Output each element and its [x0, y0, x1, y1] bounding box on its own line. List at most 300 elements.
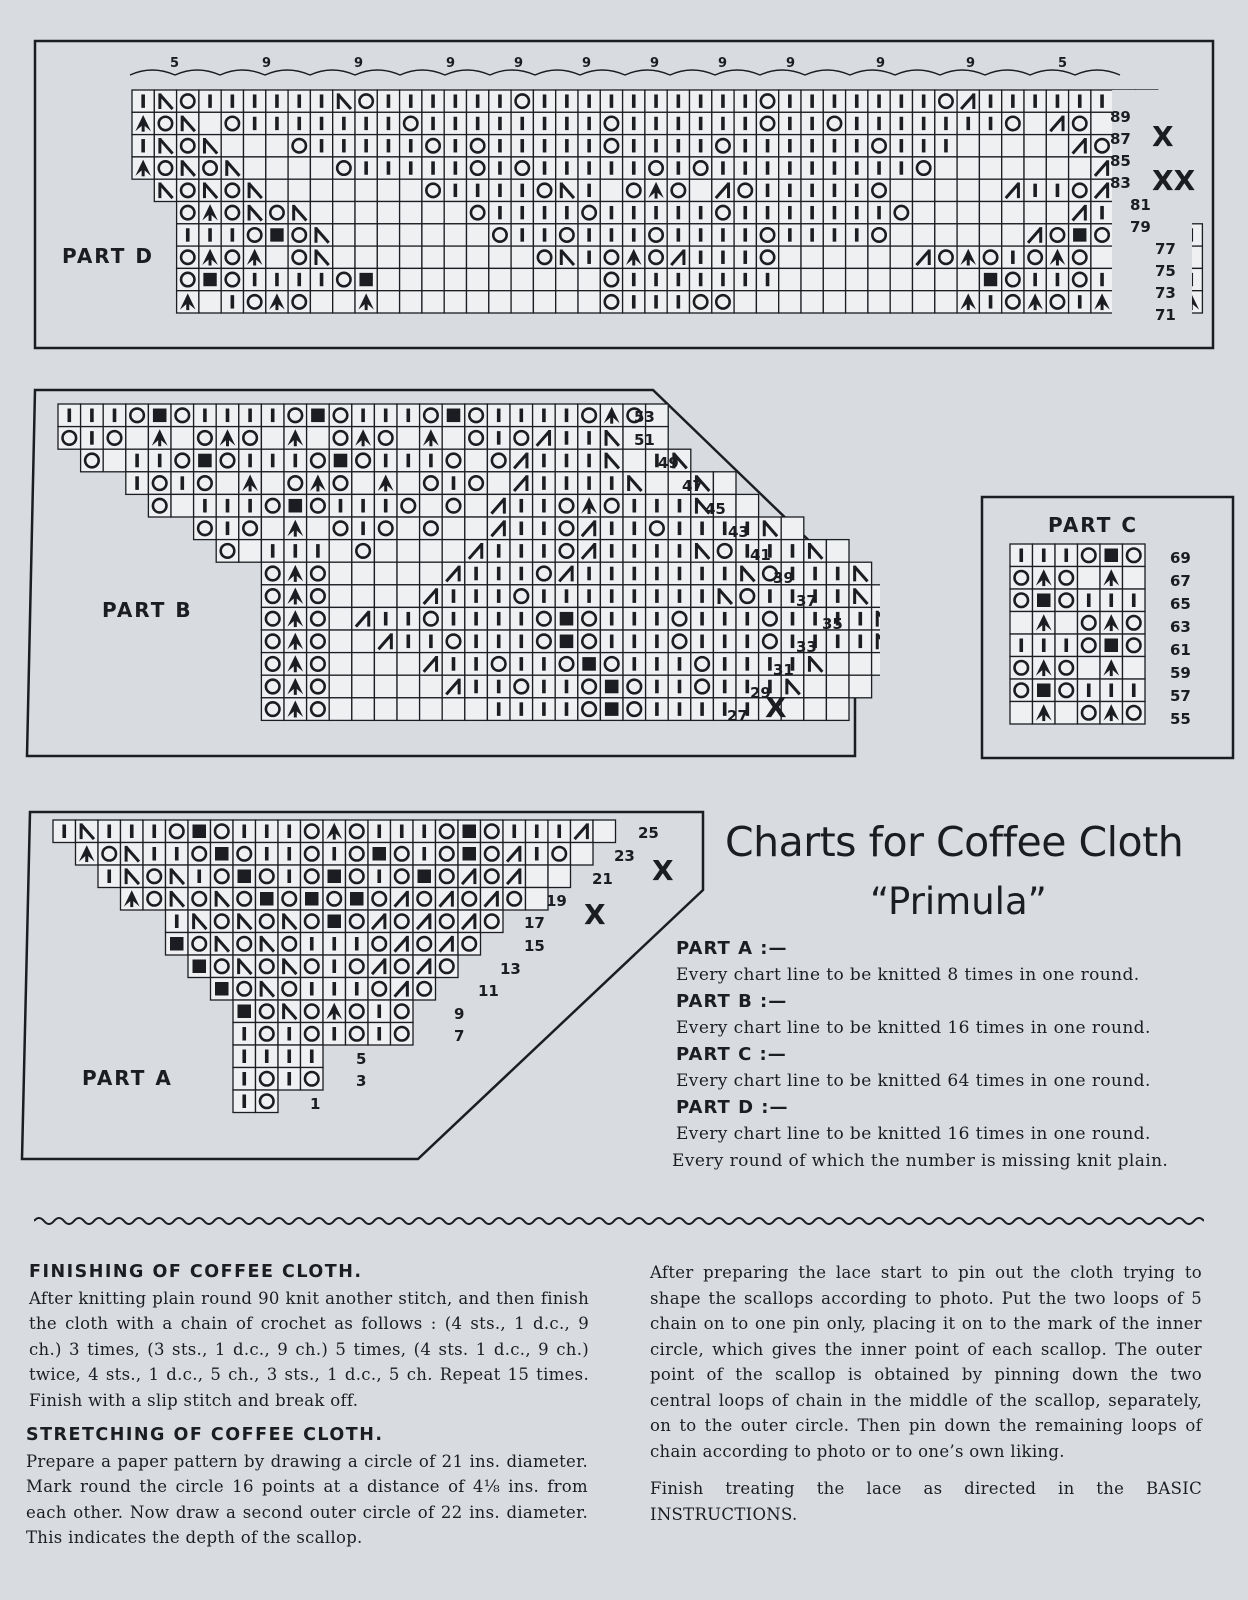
knit-bar-icon: [632, 117, 636, 130]
row-number: 5: [356, 1050, 367, 1068]
knit-bar-icon: [610, 161, 614, 174]
chart-cell: [913, 291, 935, 313]
knit-bar-icon: [310, 1050, 314, 1064]
chart-cell: [826, 653, 849, 676]
chart-cell: [804, 698, 827, 721]
chart-cell: [571, 843, 594, 866]
knit-bar-icon: [677, 139, 681, 152]
filled-square-icon: [270, 228, 283, 241]
filled-square-icon: [373, 847, 387, 861]
chart-cell: [826, 540, 849, 563]
knit-bar-icon: [833, 228, 837, 241]
chart-cell: [261, 472, 284, 495]
knit-bar-icon: [788, 139, 792, 152]
chart-cell: [1024, 157, 1046, 179]
knit-bar-icon: [62, 825, 66, 839]
knit-bar-icon: [287, 1050, 291, 1064]
knit-bar-icon: [332, 847, 336, 861]
chart-cell: [333, 179, 355, 201]
knit-bar-icon: [320, 273, 324, 286]
chart-cell: [126, 427, 149, 450]
chart-cell: [310, 291, 332, 313]
knit-bar-icon: [454, 117, 458, 130]
chart-cell: [467, 268, 489, 290]
chart-cell: [556, 291, 578, 313]
chart-cell: [849, 653, 872, 676]
chart-cell: [444, 224, 466, 246]
chart-cell: [846, 246, 868, 268]
knit-bar-icon: [1132, 594, 1136, 608]
part-c-label: PART C: [1048, 513, 1139, 537]
chart-cell: [400, 202, 422, 224]
knit-bar-icon: [542, 409, 546, 423]
knit-bar-icon: [265, 825, 269, 839]
chart-cell: [199, 112, 221, 134]
knit-bar-icon: [113, 409, 117, 423]
knit-bar-icon: [768, 657, 772, 671]
chart-cell: [511, 291, 533, 313]
knit-bar-icon: [152, 825, 156, 839]
chart-cell: [1055, 612, 1078, 635]
chart-cell: [377, 246, 399, 268]
knit-bar-icon: [1064, 549, 1068, 563]
chart-cell: [333, 291, 355, 313]
knit-bar-icon: [287, 870, 291, 884]
filled-square-icon: [260, 892, 274, 906]
chart-cell: [1010, 702, 1033, 725]
knit-bar-icon: [287, 1072, 291, 1086]
knit-bar-icon: [743, 206, 747, 219]
knit-bar-icon: [520, 228, 524, 241]
legend-missing-note: Every round of which the number is missing knit plain.: [672, 1151, 1169, 1171]
knit-bar-icon: [542, 522, 546, 536]
knit-bar-icon: [678, 544, 682, 558]
row-number: 21: [592, 870, 613, 888]
part-d-mark-xx: XX: [1152, 164, 1196, 197]
knit-bar-icon: [320, 117, 324, 130]
stretching-text: Prepare a paper pattern by drawing a circle of 21 ins. diameter. Mark round the circle 16 points at a distance of 4⅛ ins. from each other. Now draw a second outer circle of 22 ins. diameter. This indicates the depth of the scallop.: [26, 1451, 588, 1547]
knit-bar-icon: [813, 612, 817, 626]
row-number: 37: [796, 592, 817, 610]
chart-cell: [329, 607, 352, 630]
filled-square-icon: [1073, 228, 1086, 241]
knit-bar-icon: [361, 499, 365, 513]
chart-cell: [1010, 612, 1033, 635]
knit-bar-icon: [855, 228, 859, 241]
knit-bar-icon: [699, 273, 703, 286]
chart-cell: [979, 135, 1001, 157]
knit-bar-icon: [632, 206, 636, 219]
chart-cell: [397, 675, 420, 698]
chart-cell: [804, 675, 827, 698]
chart-cell: [261, 427, 284, 450]
knit-bar-icon: [1033, 94, 1037, 107]
column-number: 5: [1058, 56, 1068, 71]
knit-bar-icon: [766, 273, 770, 286]
knit-bar-icon: [565, 702, 569, 716]
chart-cell: [868, 268, 890, 290]
knit-bar-icon: [678, 522, 682, 536]
knit-bar-icon: [746, 657, 750, 671]
knit-bar-icon: [766, 161, 770, 174]
chart-cell: [377, 202, 399, 224]
knit-bar-icon: [900, 94, 904, 107]
chart-cell: [374, 585, 397, 608]
knit-bar-icon: [197, 870, 201, 884]
chart-cell: [465, 449, 488, 472]
knit-bar-icon: [810, 206, 814, 219]
chart-cell: [846, 268, 868, 290]
knit-bar-icon: [520, 184, 524, 197]
row-number: 89: [1110, 108, 1131, 126]
knit-bar-icon: [542, 589, 546, 603]
knit-bar-icon: [409, 139, 413, 152]
knit-bar-icon: [655, 612, 659, 626]
knit-bar-icon: [633, 612, 637, 626]
chart-cell: [352, 585, 375, 608]
knit-bar-icon: [610, 567, 614, 581]
part-d-grid: [0, 0, 1248, 360]
filled-square-icon: [289, 499, 303, 513]
chart-cell: [266, 179, 288, 201]
knit-bar-icon: [922, 94, 926, 107]
chart-cell: [244, 135, 266, 157]
column-number: 9: [718, 56, 728, 71]
chart-cell: [329, 675, 352, 698]
chart-cell: [397, 472, 420, 495]
knit-bar-icon: [699, 94, 703, 107]
knit-bar-icon: [610, 635, 614, 649]
knit-bar-icon: [833, 139, 837, 152]
knit-bar-icon: [384, 612, 388, 626]
knit-bar-icon: [587, 589, 591, 603]
knit-bar-icon: [587, 228, 591, 241]
knit-bar-icon: [320, 94, 324, 107]
chart-cell: [310, 157, 332, 179]
knit-bar-icon: [203, 409, 207, 423]
knit-bar-icon: [632, 295, 636, 308]
knit-bar-icon: [231, 228, 235, 241]
knit-bar-icon: [1100, 273, 1104, 286]
knit-bar-icon: [855, 94, 859, 107]
chart-cell: [489, 291, 511, 313]
part-b-grid: [0, 380, 880, 760]
knit-bar-icon: [248, 409, 252, 423]
knit-bar-icon: [226, 522, 230, 536]
chart-cell: [444, 268, 466, 290]
knit-bar-icon: [68, 409, 72, 423]
row-number: 3: [356, 1072, 367, 1090]
knit-bar-icon: [743, 251, 747, 264]
chart-cell: [422, 291, 444, 313]
knit-bar-icon: [400, 825, 404, 839]
knit-bar-icon: [1011, 251, 1015, 264]
chart-cell: [957, 202, 979, 224]
knit-bar-icon: [654, 206, 658, 219]
knit-bar-icon: [275, 273, 279, 286]
chart-cell: [400, 224, 422, 246]
row-number: 77: [1155, 240, 1176, 258]
knit-bar-icon: [497, 680, 501, 694]
knit-bar-icon: [833, 161, 837, 174]
filled-square-icon: [198, 454, 212, 468]
part-a-panel: [0, 800, 720, 1170]
stretching-section: [26, 1423, 588, 1551]
knit-bar-icon: [836, 589, 840, 603]
chart-cell: [377, 268, 399, 290]
chart-cell: [957, 224, 979, 246]
chart-cell: [779, 246, 801, 268]
chart-cell: [957, 179, 979, 201]
knit-bar-icon: [175, 847, 179, 861]
knit-bar-icon: [297, 94, 301, 107]
knit-bar-icon: [339, 499, 343, 513]
chart-cell: [913, 179, 935, 201]
knit-bar-icon: [677, 94, 681, 107]
knit-bar-icon: [287, 825, 291, 839]
chart-cell: [646, 472, 669, 495]
knit-bar-icon: [766, 139, 770, 152]
chart-cell: [352, 653, 375, 676]
knit-bar-icon: [452, 657, 456, 671]
knit-bar-icon: [384, 409, 388, 423]
knit-bar-icon: [654, 94, 658, 107]
knit-bar-icon: [610, 589, 614, 603]
part-a-grid: [0, 800, 720, 1170]
column-number: 5: [170, 56, 180, 71]
knit-bar-icon: [1132, 684, 1136, 698]
knit-bar-icon: [633, 635, 637, 649]
knit-bar-icon: [654, 117, 658, 130]
knit-bar-icon: [520, 544, 524, 558]
row-number: 35: [822, 615, 843, 633]
chart-cell: [307, 517, 330, 540]
filled-square-icon: [193, 960, 207, 974]
knit-bar-icon: [141, 139, 145, 152]
chart-cell: [979, 202, 1001, 224]
knit-bar-icon: [855, 161, 859, 174]
knit-bar-icon: [678, 499, 682, 513]
knit-bar-icon: [768, 589, 772, 603]
knit-bar-icon: [141, 94, 145, 107]
knit-bar-icon: [989, 117, 993, 130]
knit-bar-icon: [678, 702, 682, 716]
knit-bar-icon: [407, 612, 411, 626]
chart-cell: [397, 427, 420, 450]
chart-cell: [593, 820, 616, 843]
chart-cell: [935, 179, 957, 201]
column-number: 9: [650, 56, 660, 71]
chart-cell: [420, 540, 443, 563]
knit-bar-icon: [587, 476, 591, 490]
knit-bar-icon: [721, 273, 725, 286]
chart-cell: [422, 246, 444, 268]
knit-bar-icon: [355, 937, 359, 951]
knit-bar-icon: [107, 825, 111, 839]
knit-bar-icon: [287, 847, 291, 861]
knit-bar-icon: [253, 117, 257, 130]
chart-cell: [420, 675, 443, 698]
chart-cell: [890, 291, 912, 313]
chart-cell: [913, 202, 935, 224]
row-number: 67: [1170, 572, 1191, 590]
chart-cell: [310, 202, 332, 224]
chart-cell: [444, 291, 466, 313]
chart-cell: [420, 698, 443, 721]
chart-cell: [465, 698, 488, 721]
chart-cell: [526, 888, 549, 911]
knit-bar-icon: [922, 117, 926, 130]
knit-bar-icon: [633, 589, 637, 603]
row-number: 55: [1170, 710, 1191, 728]
knit-bar-icon: [810, 228, 814, 241]
chart-cell: [444, 202, 466, 224]
knit-bar-icon: [474, 680, 478, 694]
knit-bar-icon: [1100, 206, 1104, 219]
knit-bar-icon: [90, 409, 94, 423]
knit-bar-icon: [542, 544, 546, 558]
knit-bar-icon: [294, 544, 298, 558]
chart-cell: [244, 157, 266, 179]
knit-bar-icon: [633, 657, 637, 671]
chart-cell: [979, 224, 1001, 246]
knit-bar-icon: [632, 139, 636, 152]
knit-bar-icon: [535, 825, 539, 839]
row-number: 15: [524, 937, 545, 955]
knit-bar-icon: [1109, 594, 1113, 608]
chart-cell: [397, 698, 420, 721]
knit-bar-icon: [407, 635, 411, 649]
knit-bar-icon: [543, 206, 547, 219]
knit-bar-icon: [678, 657, 682, 671]
knit-bar-icon: [287, 1027, 291, 1041]
chart-cell: [890, 268, 912, 290]
part-d-panel: [0, 0, 1248, 360]
row-number: 43: [728, 523, 749, 541]
chart-cell: [333, 202, 355, 224]
row-number: 41: [750, 546, 771, 564]
chart-cell: [400, 268, 422, 290]
knit-bar-icon: [226, 409, 230, 423]
knit-bar-icon: [429, 454, 433, 468]
knit-bar-icon: [242, 1027, 246, 1041]
knit-bar-icon: [474, 635, 478, 649]
chart-cell: [374, 653, 397, 676]
chart-cell: [578, 291, 600, 313]
chart-cell: [1069, 157, 1091, 179]
column-number: 9: [966, 56, 976, 71]
knit-bar-icon: [355, 982, 359, 996]
pinning-text: After preparing the lace start to pin out the cloth trying to shape the scallops according to photo. Put the two loops of 5 chain on to one pin only, placing it on to the mark of the inner circle, which gives the inner point of each scallop. The outer point of the scallop is obtained by pinning down the two central loops of chain in the middle of the scallop, separately, on to the outer circle. Then pin down the remaining loops of chain according to photo or to one’s own liking.: [650, 1263, 1202, 1461]
part-b-label: PART B: [102, 598, 193, 622]
column-number: 9: [876, 56, 886, 71]
knit-bar-icon: [791, 589, 795, 603]
knit-bar-icon: [855, 206, 859, 219]
knit-bar-icon: [788, 94, 792, 107]
row-number: 45: [705, 500, 726, 518]
knit-bar-icon: [377, 825, 381, 839]
knit-bar-icon: [364, 117, 368, 130]
knit-bar-icon: [1078, 295, 1082, 308]
knit-bar-icon: [498, 184, 502, 197]
chart-cell: [756, 291, 778, 313]
knit-bar-icon: [723, 567, 727, 581]
knit-bar-icon: [497, 409, 501, 423]
row-number: 65: [1170, 595, 1191, 613]
column-number: 9: [354, 56, 364, 71]
knit-bar-icon: [520, 206, 524, 219]
chart-cell: [1002, 157, 1024, 179]
chart-cell: [1123, 567, 1146, 590]
chart-cell: [352, 698, 375, 721]
chart-cell: [801, 291, 823, 313]
row-number: 13: [500, 960, 521, 978]
row-number: 73: [1155, 284, 1176, 302]
knit-bar-icon: [655, 544, 659, 558]
legend-part-a-head: PART A :—: [676, 938, 788, 959]
row-number: 11: [478, 982, 499, 1000]
row-number: 61: [1170, 641, 1191, 659]
column-number: 9: [446, 56, 456, 71]
knit-bar-icon: [242, 1095, 246, 1109]
chart-cell: [713, 472, 736, 495]
knit-bar-icon: [431, 117, 435, 130]
knit-bar-icon: [877, 117, 881, 130]
chart-cell: [1002, 135, 1024, 157]
chart-cell: [355, 224, 377, 246]
chart-cell: [935, 291, 957, 313]
row-number: 23: [614, 847, 635, 865]
chart-cell: [352, 630, 375, 653]
knit-bar-icon: [135, 454, 139, 468]
chart-cell: [1055, 702, 1078, 725]
row-number: 19: [546, 892, 567, 910]
knit-bar-icon: [542, 702, 546, 716]
knit-bar-icon: [384, 499, 388, 513]
knit-bar-icon: [332, 982, 336, 996]
knit-bar-icon: [275, 117, 279, 130]
knit-bar-icon: [520, 657, 524, 671]
chart-cell: [1123, 657, 1146, 680]
chart-cell: [957, 268, 979, 290]
knit-bar-icon: [788, 228, 792, 241]
knit-bar-icon: [497, 544, 501, 558]
chart-cell: [442, 698, 465, 721]
chart-cell: [333, 246, 355, 268]
chart-cell: [355, 179, 377, 201]
knit-bar-icon: [810, 184, 814, 197]
chart-cell: [487, 472, 510, 495]
chart-cell: [397, 585, 420, 608]
chart-cell: [329, 585, 352, 608]
chart-cell: [329, 630, 352, 653]
chart-cell: [1091, 246, 1113, 268]
knit-bar-icon: [654, 295, 658, 308]
knit-bar-icon: [497, 567, 501, 581]
knit-bar-icon: [788, 161, 792, 174]
knit-bar-icon: [766, 206, 770, 219]
knit-bar-icon: [1019, 549, 1023, 563]
knit-bar-icon: [474, 612, 478, 626]
instructions-legend: [672, 936, 1216, 1175]
knit-bar-icon: [452, 476, 456, 490]
chart-cell: [465, 517, 488, 540]
knit-bar-icon: [175, 915, 179, 929]
row-number: 7: [454, 1027, 465, 1045]
chart-cell: [578, 268, 600, 290]
knit-bar-icon: [130, 825, 134, 839]
part-a-label: PART A: [82, 1066, 173, 1090]
